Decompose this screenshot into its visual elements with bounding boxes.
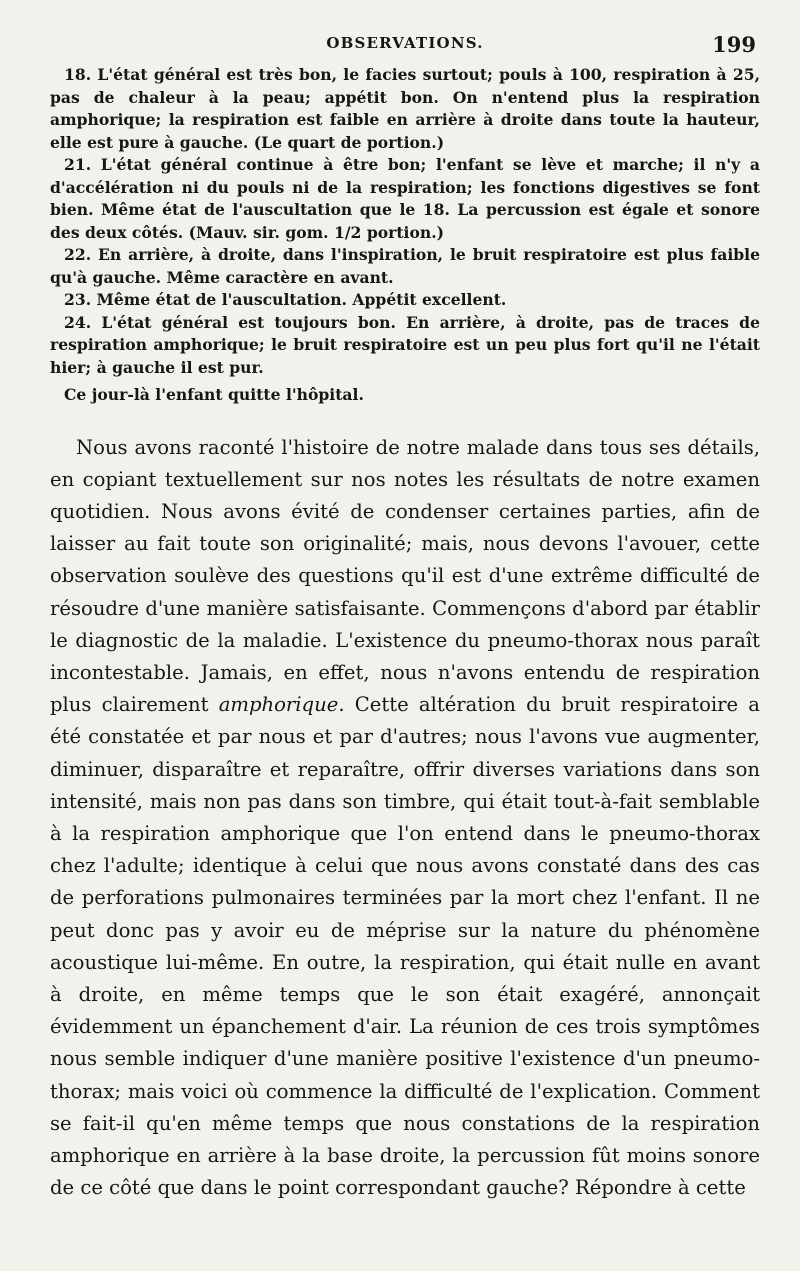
running-title: OBSERVATIONS. (326, 34, 484, 52)
note-entry: 24. L'état général est toujours bon. En arrière, à droite, pas de traces de respiration amphorique; le bruit respiratoire est un peu plus fort qu'il ne l'était hier; à gauche il est pur. (50, 312, 760, 377)
closing-note: Ce jour-là l'enfant quitte l'hôpital. (64, 385, 364, 404)
commentary (50, 432, 760, 1205)
page-header (50, 34, 760, 62)
paragraph-text-end: . Cette altération du bruit respiratoire a été constatée et par nous et par d'autres; nous l'avons vue augmenter, diminuer, disparaître et reparaître, offrir diverses variations dans son intensité, mais non pas dans son timbre, qui était tout-à-fait semblable à la respiration amphorique que l'on entend dans le pneumo-thorax chez l'adulte; identique à celui que nous avons constaté dans des cas de perforations pulmonaires terminées par la mort chez l'enfant. Il ne peut donc pas y avoir eu de méprise sur la nature du phénomène acoustique lui-même. En outre, la respiration, qui était nulle en avant à droite, en même temps que le son était exagéré, annonçait évidemment un épanchement d'air. La réunion de ces trois symptômes nous semble indiquer d'une manière positive l'existence d'un pneumo-thorax; mais voici où commence la difficulté de l'explication. Comment se fait-il qu'en même temps que nous constations de la respiration amphorique en arrière à la base droite, la percussion fût moins sonore de ce côté que dans le point correspondant gauche? Répondre à cette (50, 693, 760, 1200)
paragraph-text-start: Nous avons raconté l'histoire de notre malade dans tous ses détails, en copiant textuellement sur nos notes les résultats de notre examen quotidien. Nous avons évité de condenser certaines parties, afin de laisser au fait toute son originalité; mais, nous devons l'avouer, cette observation soulève des questions qu'il est d'une extrême difficulté de résoudre d'une manière satisfaisante. Commençons d'abord par établir le diagnostic de la maladie. L'existence du pneumo-thorax nous paraît incontestable. Jamais, en effet, nous n'avons entendu de respiration plus clairement (50, 435, 760, 717)
note-entry: 18. L'état général est très bon, le facies surtout; pouls à 100, respiration à 25, pas de chaleur à la peau; appétit bon. On n'entend plus la respiration amphorique; la respiration est faible en arrière à droite dans toute la hauteur, elle est pure à gauche. (Le quart de portion.) (50, 65, 760, 152)
note-entry: 21. L'état général continue à être bon; l'enfant se lève et marche; il n'y a d'accélération ni du pouls ni de la respiration; les fonctions digestives se font bien. Même état de l'auscultation que le 18. La percussion est égale et sonore des deux côtés. (Mauv. sir. gom. 1/2 portion.) (50, 155, 760, 242)
note-entry: 23. Même état de l'auscultation. Appétit excellent. (64, 290, 507, 309)
daily-notes (50, 64, 760, 407)
commentary-paragraph (50, 432, 760, 1205)
emphasized-word: amphorique (218, 693, 339, 717)
note-entry: 22. En arrière, à droite, dans l'inspiration, le bruit respiratoire est plus faible qu'à gauche. Même caractère en avant. (50, 245, 760, 287)
page-number: 199 (712, 32, 756, 57)
